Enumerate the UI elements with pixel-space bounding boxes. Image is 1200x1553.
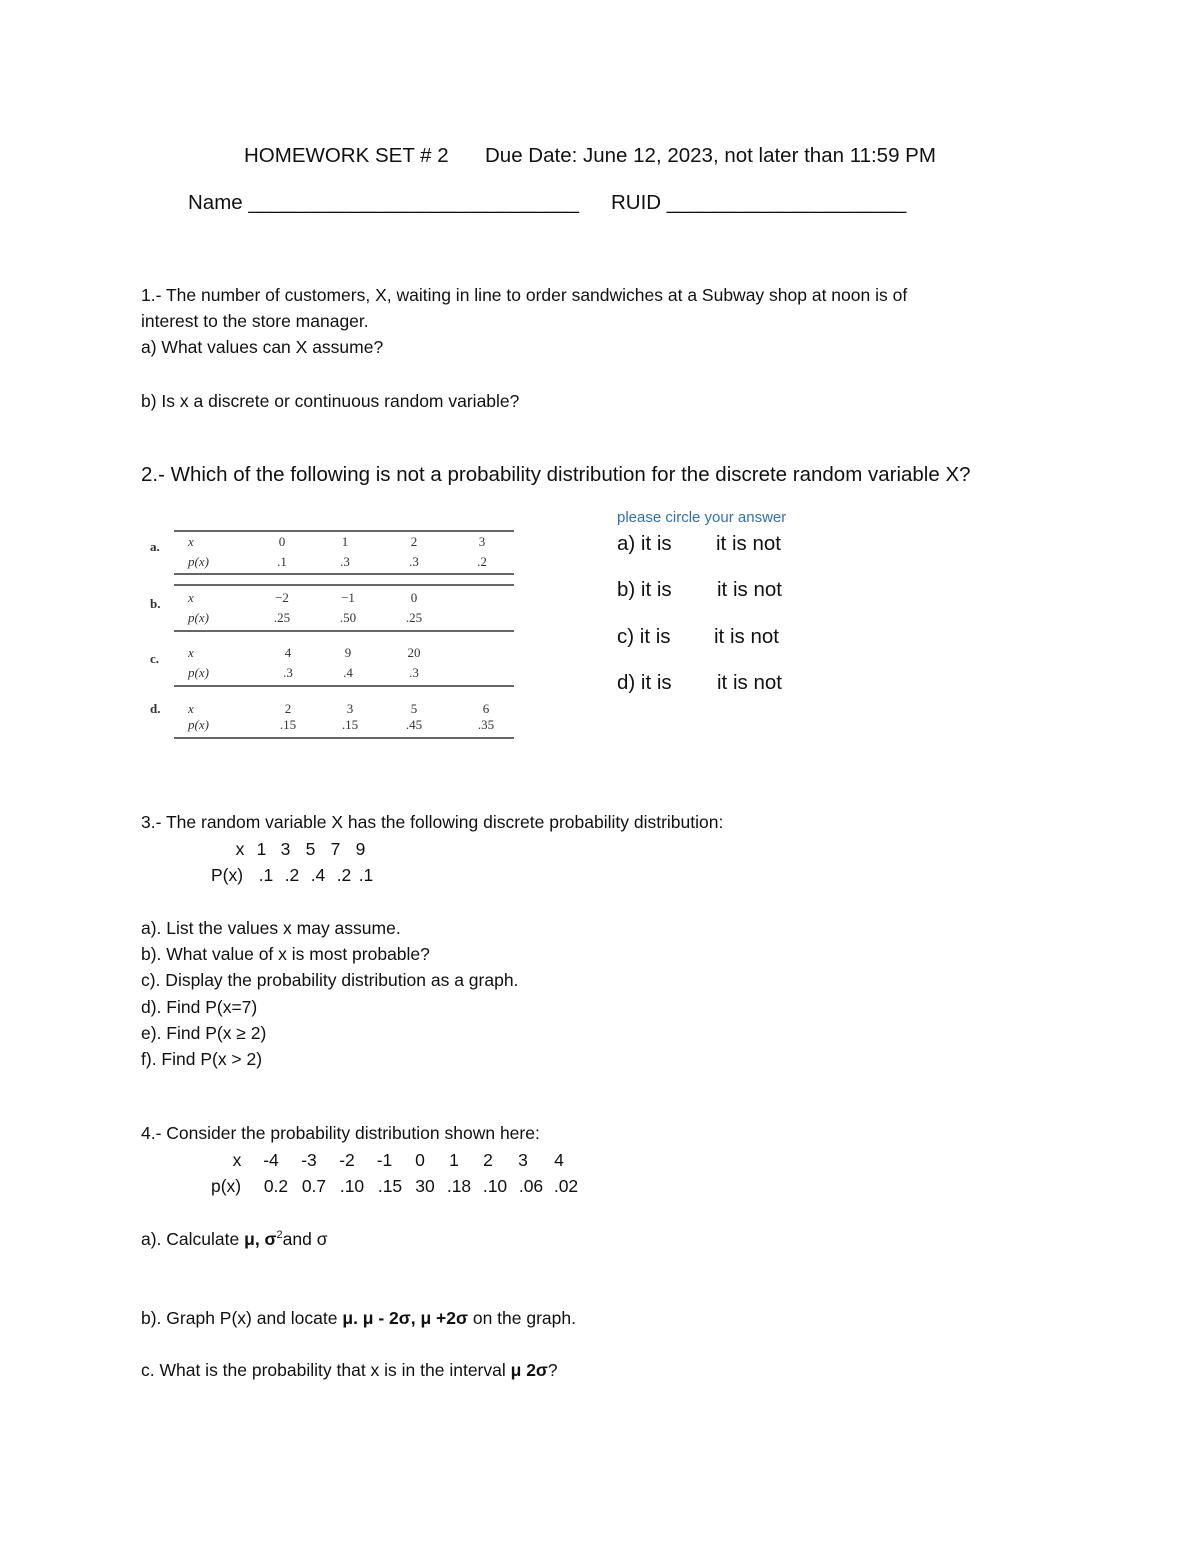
p-value: .2	[336, 865, 352, 885]
q4-part-c	[141, 1360, 558, 1381]
q4-p-row	[211, 1176, 583, 1197]
p-value: 0.7	[301, 1176, 327, 1196]
q4-part-b-prefix: b). Graph P(x) and locate	[141, 1308, 343, 1328]
table-c-p: .3	[283, 665, 293, 680]
q1-text-line1: 1.- The number of customers, X, waiting in line to order sandwiches at a Subway shop at noon is of	[141, 285, 908, 305]
x-value: 3	[518, 1150, 528, 1170]
rule	[174, 737, 514, 739]
table-c-x: 20	[407, 645, 421, 660]
table-d-p: .15	[279, 717, 297, 732]
table-b-x: −1	[341, 590, 355, 605]
p-value: 0.2	[263, 1176, 289, 1196]
answer-b-it-is-not[interactable]: it is not	[717, 578, 782, 601]
table-b-p: .25	[273, 610, 291, 625]
x-value: -2	[339, 1150, 355, 1170]
q1-part-a: a) What values can X assume?	[141, 337, 384, 357]
table-b-x: 0	[410, 590, 418, 605]
table-a-label: a.	[150, 539, 160, 554]
x-value: 1	[449, 1150, 459, 1170]
p-value: .1	[258, 865, 274, 885]
px-row-label: p(x)	[188, 610, 209, 625]
x-row-label: x	[188, 534, 194, 549]
x-value: -1	[376, 1150, 393, 1170]
table-a-x: 0	[278, 534, 286, 549]
x-value: -3	[301, 1150, 317, 1170]
p-value: .10	[339, 1176, 365, 1196]
q4-part-c-suffix: ?	[547, 1360, 558, 1380]
due-date: Due Date: June 12, 2023, not later than 11:59 PM	[485, 144, 936, 167]
p-label: P(x)	[211, 865, 244, 885]
q4-part-a-superscript: 2	[276, 1229, 283, 1242]
q3-prompt: 3.- The random variable X has the following discrete probability distribution:	[141, 812, 724, 832]
q4-part-a-suffix: and σ	[282, 1229, 328, 1249]
x-value: 2	[483, 1150, 493, 1170]
table-a-p: .2	[477, 554, 487, 569]
p-value: .18	[446, 1176, 472, 1196]
homework-title: HOMEWORK SET # 2	[244, 144, 449, 167]
answer-c-it-is[interactable]: c) it is	[617, 625, 671, 648]
q4-part-b-suffix: on the graph.	[467, 1308, 576, 1328]
x-value: 3	[280, 839, 291, 859]
rule	[174, 685, 514, 687]
p-value: .1	[358, 865, 374, 885]
rule	[174, 530, 514, 532]
q4-prompt: 4.- Consider the probability distribution shown here:	[141, 1123, 540, 1143]
circle-answer-note: please circle your answer	[617, 509, 787, 526]
table-a-x: 1	[341, 534, 349, 549]
table-c-p: .4	[343, 665, 353, 680]
x-value: 5	[305, 839, 316, 859]
table-a-x: 2	[410, 534, 418, 549]
table-a-p: .3	[340, 554, 350, 569]
q4-part-c-prefix: c. What is the probability that x is in the interval	[141, 1360, 511, 1380]
x-value: 4	[554, 1150, 564, 1170]
rule	[174, 584, 514, 586]
x-row-label: x	[188, 590, 194, 605]
answer-b-it-is[interactable]: b) it is	[617, 578, 672, 601]
table-d-x: 6	[482, 701, 490, 716]
q3-p-row	[211, 865, 375, 886]
q2-prompt: 2.- Which of the following is not a probability distribution for the discrete random variable X?	[141, 463, 971, 486]
p-value: .06	[518, 1176, 544, 1196]
q3-item-c: c). Display the probability distribution as a graph.	[141, 970, 519, 990]
q4-part-b	[141, 1308, 576, 1329]
q3-item-e: e). Find P(x ≥ 2)	[141, 1023, 267, 1043]
table-b-x: −2	[275, 590, 289, 605]
x-label: x	[235, 839, 245, 859]
rule	[174, 630, 514, 632]
x-row-label: x	[188, 645, 194, 660]
q4-x-row	[222, 1150, 577, 1171]
table-b-label: b.	[150, 596, 161, 611]
x-value: 9	[355, 839, 366, 859]
answer-d-it-is-not[interactable]: it is not	[717, 671, 782, 694]
x-row-label: x	[188, 701, 194, 716]
q4-part-c-interval: μ 2σ	[510, 1360, 548, 1380]
q3-item-d: d). Find P(x=7)	[141, 997, 258, 1017]
px-row-label: p(x)	[188, 554, 209, 569]
answer-a-it-is-not[interactable]: it is not	[716, 532, 781, 555]
x-value: -4	[263, 1150, 279, 1170]
name-field-label: Name _____________________________	[188, 191, 580, 214]
table-d-p: .35	[477, 717, 495, 732]
rule	[174, 573, 514, 575]
p-value: 30	[415, 1176, 435, 1196]
p-value: .15	[377, 1176, 403, 1196]
table-c-label: c.	[150, 651, 160, 666]
table-c-x: 4	[284, 645, 292, 660]
answer-c-it-is-not[interactable]: it is not	[714, 625, 779, 648]
q1-text-line2: interest to the store manager.	[141, 311, 369, 331]
table-a-p: .1	[277, 554, 287, 569]
p-value: .4	[310, 865, 326, 885]
table-d-p: .15	[341, 717, 359, 732]
p-value: .10	[482, 1176, 508, 1196]
table-d-x: 5	[410, 701, 418, 716]
x-value: 7	[330, 839, 341, 859]
q4-part-a-prefix: a). Calculate	[141, 1229, 245, 1249]
table-c-x: 9	[344, 645, 352, 660]
table-d-label: d.	[150, 701, 161, 716]
q1-part-b: b) Is x a discrete or continuous random variable?	[141, 391, 520, 411]
x-value: 0	[415, 1150, 425, 1170]
q3-item-b: b). What value of x is most probable?	[141, 944, 430, 964]
q4-part-b-mu-bounds: μ. μ - 2σ, μ +2σ	[342, 1308, 468, 1328]
q4-part-a	[141, 1229, 328, 1250]
table-b-p: .25	[405, 610, 423, 625]
x-label: x	[232, 1150, 242, 1170]
answer-d-it-is[interactable]: d) it is	[617, 671, 672, 694]
q2-distribution-tables	[144, 526, 516, 741]
q3-item-a: a). List the values x may assume.	[141, 918, 401, 938]
ruid-field-label: RUID _____________________	[611, 191, 907, 214]
q3-item-f: f). Find P(x > 2)	[141, 1049, 263, 1069]
table-d-x: 3	[346, 701, 354, 716]
table-d-p: .45	[405, 717, 423, 732]
p-value: .02	[553, 1176, 579, 1196]
answer-a-it-is[interactable]: a) it is	[617, 532, 672, 555]
table-c-p: .3	[409, 665, 419, 680]
table-d-x: 2	[284, 701, 292, 716]
table-b-p: .50	[339, 610, 357, 625]
table-a-p: .3	[409, 554, 419, 569]
p-label: p(x)	[211, 1176, 242, 1196]
q4-part-a-mu-sigma: μ, σ	[244, 1229, 277, 1249]
x-value: 1	[256, 839, 267, 859]
table-a-x: 3	[478, 534, 486, 549]
px-row-label: p(x)	[188, 665, 209, 680]
q3-x-row	[230, 839, 373, 860]
p-value: .2	[284, 865, 300, 885]
px-row-label: p(x)	[188, 717, 209, 732]
